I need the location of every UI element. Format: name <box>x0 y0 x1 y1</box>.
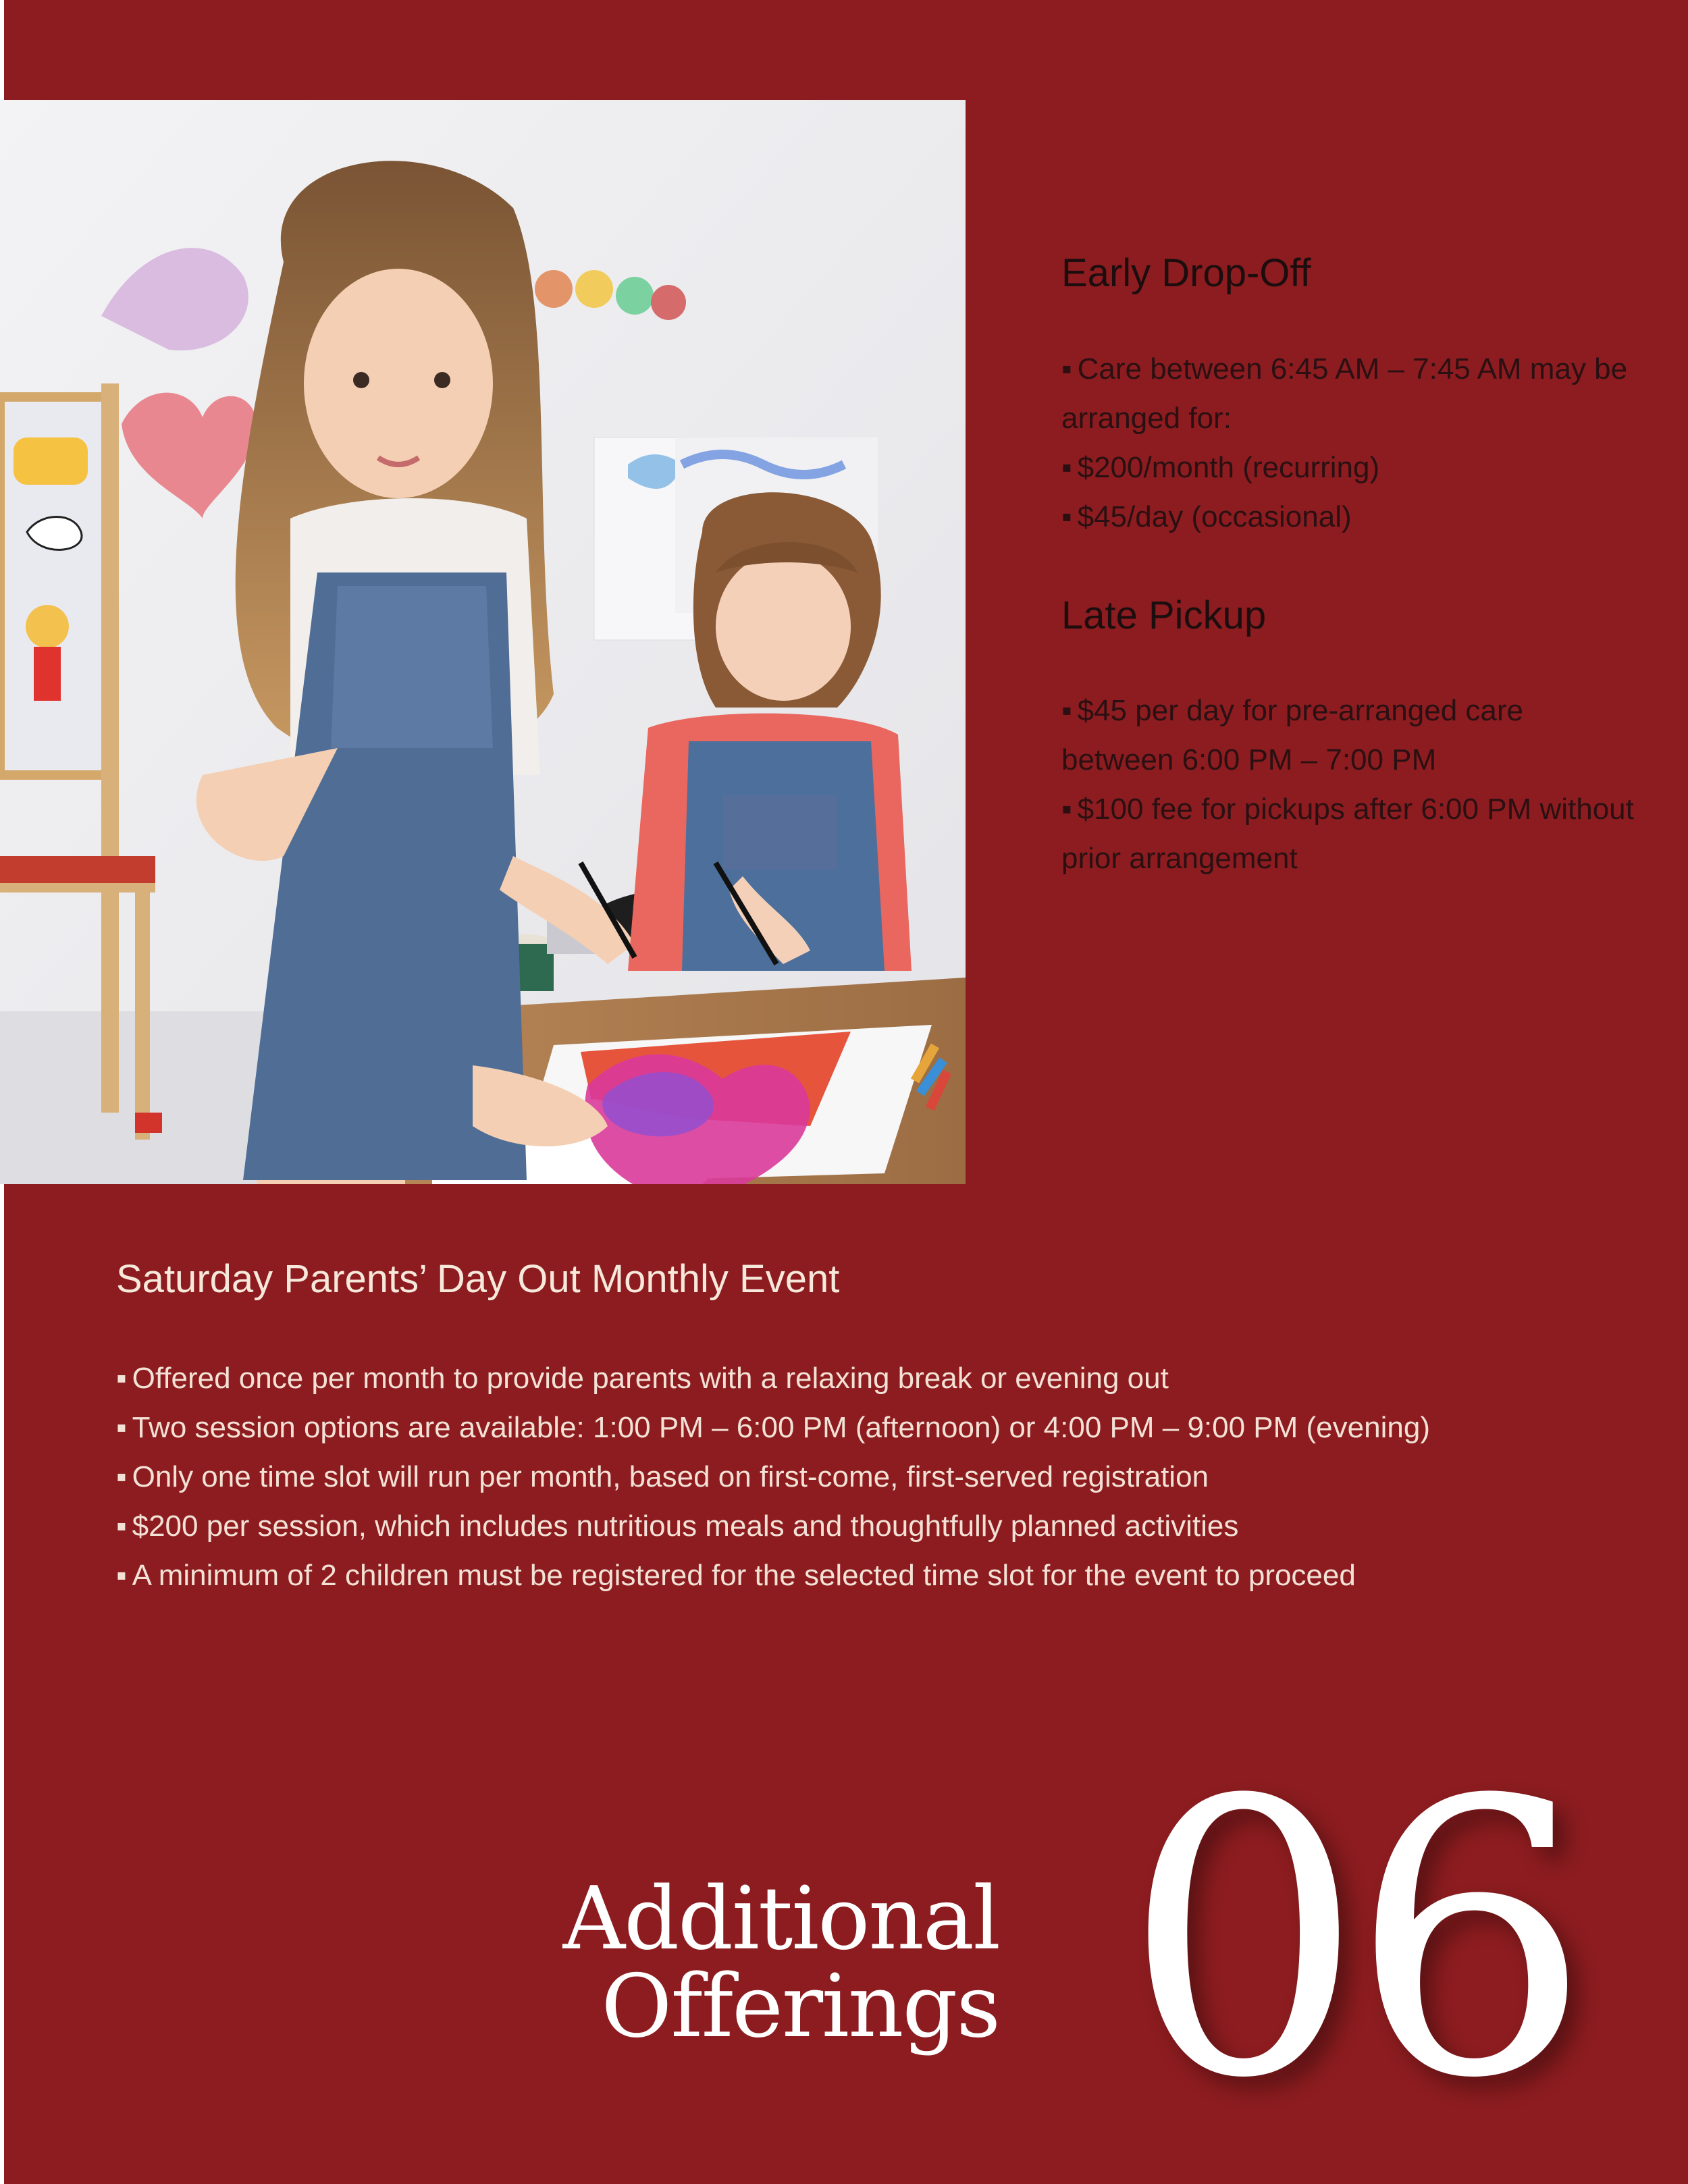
saturday-list <box>116 1354 1602 1600</box>
list-item: ▪ $200 per session, which includes nutritious meals and thoughtfully planned activities <box>116 1501 1602 1551</box>
section-number: 06 <box>1123 1721 1578 2161</box>
late-pickup-list <box>1061 686 1642 883</box>
title-line-2: Offerings <box>601 1956 999 2057</box>
early-dropoff-list <box>1061 344 1642 541</box>
list-item: ▪ Offered once per month to provide parents with a relaxing break or evening out <box>116 1354 1602 1403</box>
list-item: ▪ $200/month (recurring) <box>1061 443 1642 492</box>
photo-kids-painting <box>0 100 966 1184</box>
saturday-heading: Saturday Parents’ Day Out Monthly Event <box>116 1257 840 1301</box>
list-item: ▪ $45/day (occasional) <box>1061 492 1642 541</box>
title-line-1: Additional <box>562 1869 999 1969</box>
page-title <box>527 1869 999 2057</box>
list-item: ▪ Only one time slot will run per month, based on first-come, first-served registration <box>116 1452 1602 1501</box>
saturday-section <box>116 1256 1602 1600</box>
right-column <box>1061 250 1642 883</box>
late-pickup-heading: Late Pickup <box>1061 593 1267 637</box>
list-item: ▪ Care between 6:45 AM – 7:45 AM may be arranged for: <box>1061 344 1642 443</box>
early-dropoff-heading: Early Drop-Off <box>1061 251 1311 295</box>
list-item: ▪ A minimum of 2 children must be registered for the selected time slot for the event to proceed <box>116 1551 1602 1600</box>
list-item: ▪ $45 per day for pre-arranged care between 6:00 PM – 7:00 PM <box>1061 686 1642 784</box>
list-item: ▪ $100 fee for pickups after 6:00 PM without prior arrangement <box>1061 784 1642 883</box>
list-item: ▪ Two session options are available: 1:00 PM – 6:00 PM (afternoon) or 4:00 PM – 9:00 PM (evening) <box>116 1403 1602 1452</box>
photo-kids-painting-icon <box>0 100 966 1184</box>
late-pickup-block <box>1061 592 1642 884</box>
